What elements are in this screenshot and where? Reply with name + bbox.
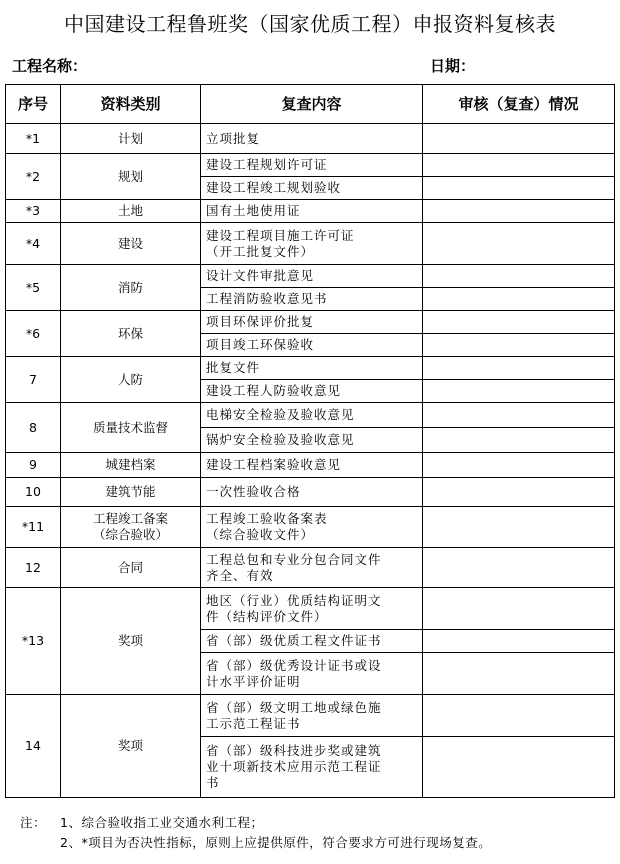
review-cell[interactable] [423,403,615,428]
table-row [6,588,615,630]
row-category: 工程竣工备案 （综合验收） [61,507,201,548]
review-cell[interactable] [423,311,615,334]
review-cell[interactable] [423,588,615,630]
row-content: 工程竣工验收备案表 （综合验收文件） [201,507,423,548]
row-number: *2 [6,154,61,200]
row-number: 14 [6,695,61,798]
row-number: 10 [6,478,61,507]
row-content: 省（部）级文明工地或绿色施 工示范工程证书 [201,695,423,737]
row-content: 省（部）级科技进步奖或建筑 业十项新技术应用示范工程证 书 [201,737,423,798]
row-category: 规划 [61,154,201,200]
row-content: 省（部）级优质工程文件证书 [201,630,423,653]
row-number: *4 [6,223,61,265]
review-cell[interactable] [423,357,615,380]
row-category: 建筑节能 [61,478,201,507]
row-content: 建设工程竣工规划验收 [201,177,423,200]
row-content: 建设工程人防验收意见 [201,380,423,403]
review-cell[interactable] [423,478,615,507]
project-name-label: 工程名称： [12,57,88,75]
table-row [6,200,615,223]
row-number: *3 [6,200,61,223]
table-row [6,357,615,380]
review-cell[interactable] [423,223,615,265]
row-category: 计划 [61,124,201,154]
table-row [6,548,615,588]
row-category: 质量技术监督 [61,403,201,453]
row-content: 电梯安全检验及验收意见 [201,403,423,428]
row-number: *6 [6,311,61,357]
table-row [6,478,615,507]
table-row [6,507,615,548]
row-category: 城建档案 [61,453,201,478]
row-content: 设计文件审批意见 [201,265,423,288]
row-category: 合同 [61,548,201,588]
review-table [5,84,615,798]
table-row [6,695,615,737]
row-content: 地区（行业）优质结构证明文 件（结构评价文件） [201,588,423,630]
row-category: 土地 [61,200,201,223]
note-item: 1、综合验收指工业交通水利工程； [60,815,264,830]
header-review: 审核（复查）情况 [423,85,615,124]
review-cell[interactable] [423,630,615,653]
row-number: *11 [6,507,61,548]
notes-label: 注： [20,815,47,830]
page-title: 中国建设工程鲁班奖（国家优质工程）申报资料复核表 [64,12,556,36]
review-cell[interactable] [423,653,615,695]
row-content: 建设工程档案验收意见 [201,453,423,478]
row-content: 工程消防验收意见书 [201,288,423,311]
row-number: 12 [6,548,61,588]
row-category: 人防 [61,357,201,403]
row-content: 锅炉安全检验及验收意见 [201,428,423,453]
table-row [6,223,615,265]
review-cell[interactable] [423,334,615,357]
row-content: 批复文件 [201,357,423,380]
review-cell[interactable] [423,695,615,737]
header-content: 复查内容 [201,85,423,124]
review-cell[interactable] [423,124,615,154]
review-cell[interactable] [423,380,615,403]
review-cell[interactable] [423,288,615,311]
review-cell[interactable] [423,154,615,177]
review-cell[interactable] [423,737,615,798]
row-content: 立项批复 [201,124,423,154]
review-cell[interactable] [423,265,615,288]
table-row [6,403,615,428]
review-cell[interactable] [423,507,615,548]
row-content: 项目竣工环保验收 [201,334,423,357]
review-cell[interactable] [423,453,615,478]
row-number: 8 [6,403,61,453]
review-cell[interactable] [423,177,615,200]
row-category: 奖项 [61,695,201,798]
header-no: 序号 [6,85,61,124]
row-number: *13 [6,588,61,695]
header-category: 资料类别 [61,85,201,124]
table-row [6,311,615,334]
table-body [6,124,615,798]
row-number: *1 [6,124,61,154]
notes [20,813,491,853]
row-content: 建设工程规划许可证 [201,154,423,177]
table-header-row [6,85,615,124]
table-row [6,154,615,177]
date-label: 日期： [430,57,476,75]
review-cell[interactable] [423,428,615,453]
table-row [6,453,615,478]
row-content: 国有土地使用证 [201,200,423,223]
row-category: 环保 [61,311,201,357]
row-content: 工程总包和专业分包合同文件 齐全、有效 [201,548,423,588]
row-number: *5 [6,265,61,311]
row-content: 省（部）级优秀设计证书或设 计水平评价证明 [201,653,423,695]
table-row [6,265,615,288]
row-category: 建设 [61,223,201,265]
row-content: 项目环保评价批复 [201,311,423,334]
row-content: 一次性验收合格 [201,478,423,507]
row-category: 奖项 [61,588,201,695]
row-number: 7 [6,357,61,403]
row-category: 消防 [61,265,201,311]
note-item: 2、*项目为否决性指标，原则上应提供原件，符合要求方可进行现场复查。 [60,835,492,850]
row-number: 9 [6,453,61,478]
review-cell[interactable] [423,548,615,588]
row-content: 建设工程项目施工许可证 （开工批复文件） [201,223,423,265]
review-cell[interactable] [423,200,615,223]
table-row [6,124,615,154]
